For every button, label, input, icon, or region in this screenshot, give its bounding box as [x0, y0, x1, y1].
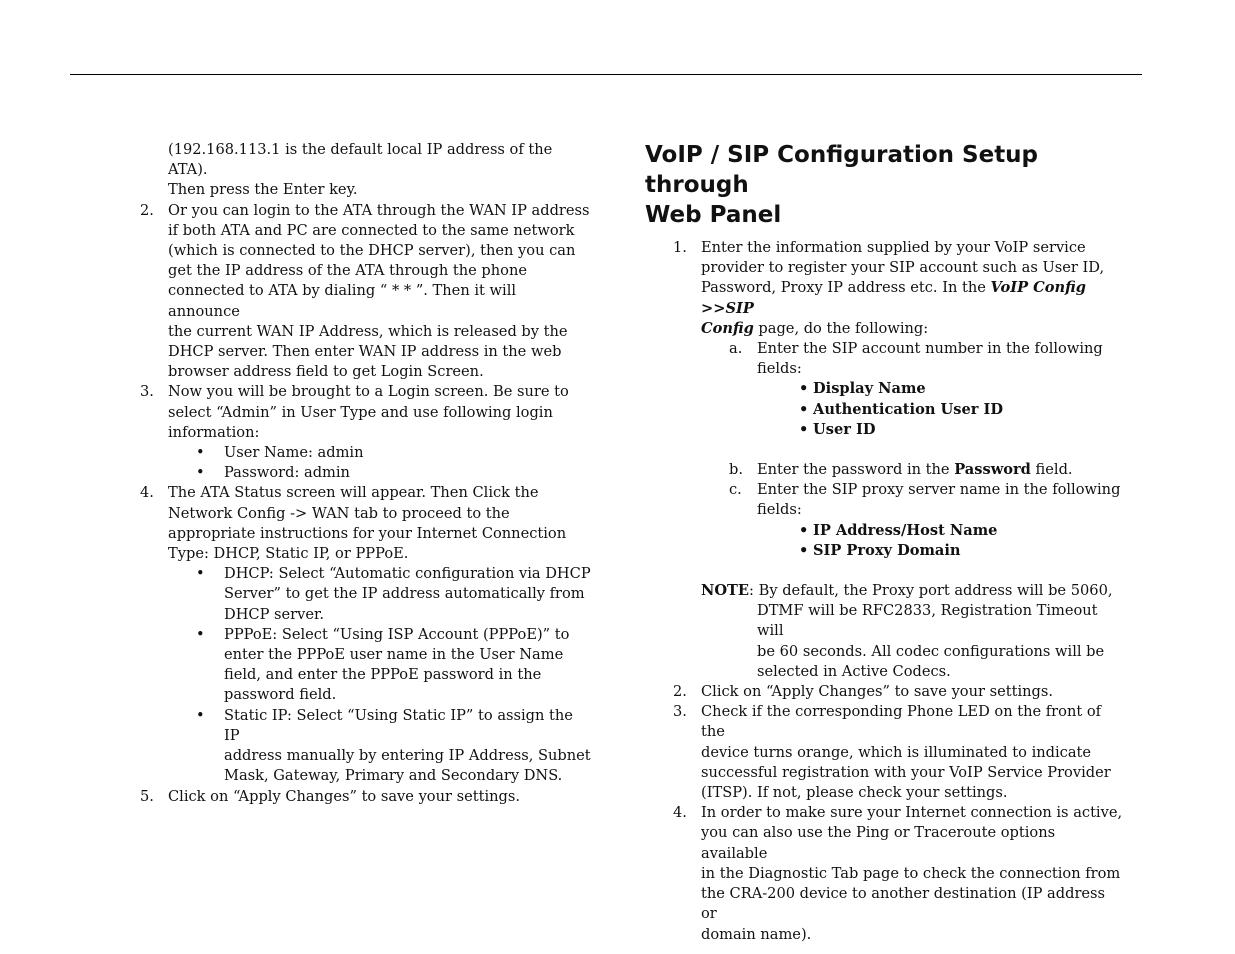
- text-line: (192.168.113.1 is the default local IP address of the ATA).: [168, 141, 553, 179]
- text-run: page, do the following:: [753, 319, 929, 337]
- text-line: User Name: admin: [224, 444, 364, 462]
- text-line: successful registration with your VoIP Service Provider: [701, 763, 1111, 781]
- text-line: Check if the corresponding Phone LED on the front of the: [701, 703, 1102, 741]
- text-line: Or you can login to the ATA through the WAN IP address: [168, 201, 590, 219]
- header-rule: [70, 74, 1142, 75]
- section-heading: [645, 140, 1125, 230]
- text-line: Mask, Gateway, Primary and Secondary DNS.: [224, 767, 563, 785]
- note-label: NOTE: [701, 582, 750, 600]
- item-number: 5.: [140, 787, 154, 805]
- bullet-icon: •: [196, 565, 205, 583]
- left-column: [140, 140, 592, 807]
- list-item: [645, 803, 1125, 944]
- text-run: : By default, the Proxy port address will be 5060,: [749, 582, 1113, 600]
- field-name: Authentication User ID: [813, 400, 1003, 418]
- text-line: Enter the SIP proxy server name in the following: [757, 481, 1121, 499]
- heading-line: VoIP / SIP Configuration Setup through: [645, 142, 1039, 198]
- item-number: 2.: [140, 201, 154, 219]
- right-column: [645, 140, 1125, 945]
- text-line: the current WAN IP Address, which is released by the: [168, 322, 568, 340]
- text-line: fields:: [757, 360, 802, 378]
- bullet-icon: •: [799, 420, 809, 438]
- list-item: [645, 702, 1125, 803]
- bullet-icon: •: [196, 706, 205, 724]
- list-item: [140, 201, 592, 383]
- sub-item-letter: b.: [729, 461, 743, 479]
- text-line: The ATA Status screen will appear. Then Click the: [168, 484, 539, 502]
- text-line: device turns orange, which is illuminated to indicate: [701, 743, 1092, 761]
- bullet-icon: •: [799, 521, 809, 539]
- text-run: Enter the password in the: [757, 461, 955, 479]
- item-number: 4.: [140, 484, 154, 502]
- text-line: fields:: [757, 501, 802, 519]
- text-line: DHCP: Select “Automatic configuration via DHCP: [224, 565, 591, 583]
- bullet-item: [140, 443, 592, 463]
- bullet-item: [140, 625, 592, 706]
- text-line: enter the PPPoE user name in the User Name: [224, 646, 564, 664]
- bullet-icon: •: [196, 444, 205, 462]
- text-line: you can also use the Ping or Traceroute options available: [701, 824, 1056, 862]
- text-line: Now you will be brought to a Login screen. Be sure to: [168, 383, 569, 401]
- text-line: Enter the SIP account number in the following: [757, 340, 1103, 358]
- text-line: domain name).: [701, 925, 812, 943]
- text-line: browser address field to get Login Screen.: [168, 363, 484, 381]
- text-line: password field.: [224, 686, 337, 704]
- field-name: Display Name: [813, 380, 926, 398]
- menu-path: Config: [701, 319, 754, 337]
- sub-item: [645, 460, 1125, 480]
- text-line: Type: DHCP, Static IP, or PPPoE.: [168, 545, 409, 563]
- sub-item-letter: a.: [729, 340, 743, 358]
- text-line: PPPoE: Select “Using ISP Account (PPPoE)” to: [224, 625, 570, 643]
- text-line: [701, 278, 1125, 318]
- text-line: [757, 460, 1125, 480]
- bullet-icon: •: [196, 625, 205, 643]
- bullet-item: [140, 564, 592, 625]
- text-line: field, and enter the PPPoE password in the: [224, 666, 542, 684]
- field-name: Password: [954, 461, 1031, 479]
- text-line: (which is connected to the DHCP server), then you can: [168, 242, 576, 260]
- list-item: [140, 787, 592, 807]
- text-line: selected in Active Codecs.: [757, 662, 951, 680]
- sub-item-letter: c.: [729, 481, 742, 499]
- field-name: IP Address/Host Name: [813, 521, 998, 539]
- bullet-item: [140, 463, 592, 483]
- text-line: DHCP server. Then enter WAN IP address in the web: [168, 343, 562, 361]
- text-line: if both ATA and PC are connected to the same network: [168, 221, 575, 239]
- bullet-icon: •: [799, 380, 809, 398]
- text-line: In order to make sure your Internet connection is active,: [701, 804, 1123, 822]
- field-item: [799, 521, 1125, 541]
- bullet-icon: •: [799, 541, 809, 559]
- text-line: connected to ATA by dialing “ * * ”. Then it will announce: [168, 282, 517, 320]
- bullet-icon: •: [799, 400, 809, 418]
- field-list: [645, 379, 1125, 440]
- item-number: 3.: [140, 383, 154, 401]
- text-line: DHCP server.: [224, 605, 325, 623]
- text-line: in the Diagnostic Tab page to check the connection from: [701, 864, 1121, 882]
- text-line: Password: admin: [224, 464, 350, 482]
- text-line: get the IP address of the ATA through the phone: [168, 262, 527, 280]
- text-line: [701, 581, 1125, 601]
- spacer: [645, 440, 1125, 460]
- list-item: [645, 238, 1125, 339]
- sub-item: [645, 480, 1125, 520]
- field-name: User ID: [813, 420, 876, 438]
- list-item: [645, 682, 1125, 702]
- text-line: be 60 seconds. All codec configurations will be: [757, 642, 1105, 660]
- text-line: (ITSP). If not, please check your settings.: [701, 784, 1008, 802]
- item-number: 4.: [673, 804, 687, 822]
- text-line: Static IP: Select “Using Static IP” to assign the IP: [224, 706, 573, 744]
- text-line: Server” to get the IP address automatically from: [224, 585, 585, 603]
- text-line: Then press the Enter key.: [168, 181, 358, 199]
- text-line: Click on “Apply Changes” to save your settings.: [701, 683, 1054, 701]
- bullet-item: [140, 706, 592, 787]
- text-line: [701, 319, 1125, 339]
- item-number: 3.: [673, 703, 687, 721]
- item-number: 2.: [673, 683, 687, 701]
- field-item: [799, 541, 1125, 561]
- field-list: [645, 521, 1125, 561]
- field-item: [799, 400, 1125, 420]
- text-line: information:: [168, 423, 260, 441]
- text-line: the CRA-200 device to another destination (IP address or: [701, 885, 1106, 923]
- item-number: 1.: [673, 239, 687, 256]
- text-line: Enter the information supplied by your VoIP service: [701, 239, 1086, 256]
- text-line: Click on “Apply Changes” to save your settings.: [168, 787, 521, 805]
- list-item: [140, 483, 592, 786]
- field-item: [799, 379, 1125, 399]
- field-item: [799, 420, 1125, 440]
- heading-line: Web Panel: [645, 202, 782, 228]
- text-line: provider to register your SIP account such as User ID,: [701, 259, 1105, 277]
- intro-paragraph: [140, 140, 592, 201]
- list-item: [140, 382, 592, 483]
- text-line: address manually by entering IP Address, Subnet: [224, 747, 591, 765]
- text-line: Network Config -> WAN tab to proceed to the: [168, 504, 510, 522]
- text-line: appropriate instructions for your Internet Connection: [168, 524, 567, 542]
- text-line: DTMF will be RFC2833, Registration Timeout will: [757, 602, 1098, 640]
- menu-path: VoIP Config >>SIP: [701, 279, 1086, 317]
- sub-item: [645, 339, 1125, 379]
- text-run: Password, Proxy IP address etc. In the: [701, 279, 991, 297]
- text-run: field.: [1030, 461, 1073, 479]
- bullet-icon: •: [196, 464, 205, 482]
- note-paragraph: [645, 581, 1125, 682]
- text-line: select “Admin” in User Type and use following login: [168, 403, 553, 421]
- field-name: SIP Proxy Domain: [813, 541, 961, 559]
- spacer: [645, 561, 1125, 581]
